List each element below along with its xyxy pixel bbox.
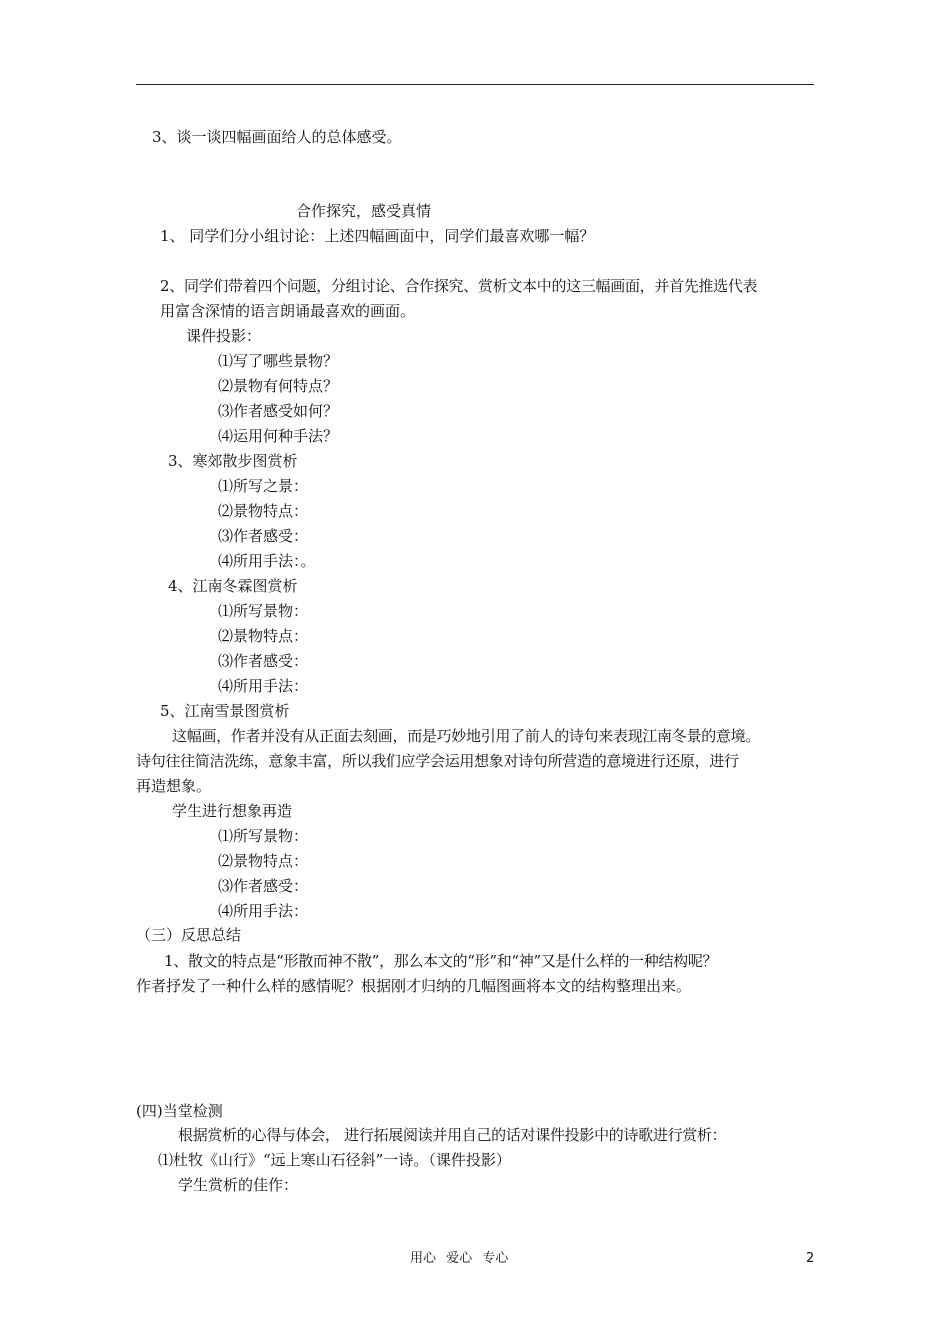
text-line: 诗句往往简洁洗练，意象丰富，所以我们应学会运用想象对诗句所营造的意境进行还原，进行 <box>136 752 739 770</box>
section-heading: 合作探究，感受真情 <box>296 202 432 220</box>
list-item: ⑵景物特点： <box>218 627 309 645</box>
list-item: ⑶作者感受： <box>218 652 309 670</box>
list-item: ⑵景物特点： <box>218 852 309 870</box>
list-item: ⑶作者感受： <box>218 527 309 545</box>
text-line: ⑴杜牧《山行》“远上寒山石径斜”一诗。（课件投影） <box>158 1151 511 1169</box>
list-item: ⑷所用手法： <box>218 902 309 920</box>
text-line: 根据赏析的心得与体会， 进行拓展阅读并用自己的话对课件投影中的诗歌进行赏析： <box>178 1126 727 1144</box>
header-rule <box>136 84 814 85</box>
text-line: 用富含深情的语言朗诵最喜欢的画面。 <box>160 302 416 320</box>
text-line: 3、谈一谈四幅画面给人的总体感受。 <box>152 128 402 146</box>
list-item: ⑶作者感受： <box>218 877 309 895</box>
subsection-heading: 3、寒郊散步图赏析 <box>168 452 298 470</box>
text-line: 学生进行想象再造 <box>172 802 293 820</box>
list-item: ⑵景物特点： <box>218 502 309 520</box>
text-line: 1、散文的特点是“形散而神不散”，那么本文的“形”和“神”又是什么样的一种结构呢？ <box>164 952 718 970</box>
text-line: 再造想象。 <box>136 777 212 795</box>
list-item: ⑴所写之景： <box>218 477 309 495</box>
section-heading: （三）反思总结 <box>136 926 242 944</box>
list-item: ⑷所用手法：。 <box>218 552 316 570</box>
section-heading: (四)当堂检测 <box>136 1102 223 1120</box>
text-line: 课件投影： <box>186 327 262 345</box>
list-item: ⑶作者感受如何？ <box>218 402 339 420</box>
text-line: 学生赏析的佳作： <box>178 1176 299 1194</box>
text-line: 这幅画，作者并没有从正面去刻画，而是巧妙地引用了前人的诗句来表现江南冬景的意境。 <box>172 727 761 745</box>
list-item: ⑷所用手法： <box>218 677 309 695</box>
footer-motto: 用心 爱心 专心 <box>410 1251 509 1266</box>
list-item: ⑴写了哪些景物？ <box>218 352 339 370</box>
list-item: ⑷运用何种手法？ <box>218 427 339 445</box>
subsection-heading: 4、江南冬霖图赏析 <box>168 577 298 595</box>
text-line: 作者抒发了一种什么样的感情呢？根据刚才归纳的几幅图画将本文的结构整理出来。 <box>136 977 692 995</box>
list-item: ⑴所写景物： <box>218 602 309 620</box>
list-item: ⑵景物有何特点？ <box>218 377 339 395</box>
list-item: ⑴所写景物： <box>218 827 309 845</box>
text-line: 1、 同学们分小组讨论：上述四幅画面中，同学们最喜欢哪一幅？ <box>160 227 595 245</box>
subsection-heading: 5、江南雪景图赏析 <box>160 702 290 720</box>
text-line: 2、同学们带着四个问题，分组讨论、合作探究、赏析文本中的这三幅画面，并首先推选代表 <box>160 277 758 295</box>
page-number: 2 <box>806 1251 815 1266</box>
